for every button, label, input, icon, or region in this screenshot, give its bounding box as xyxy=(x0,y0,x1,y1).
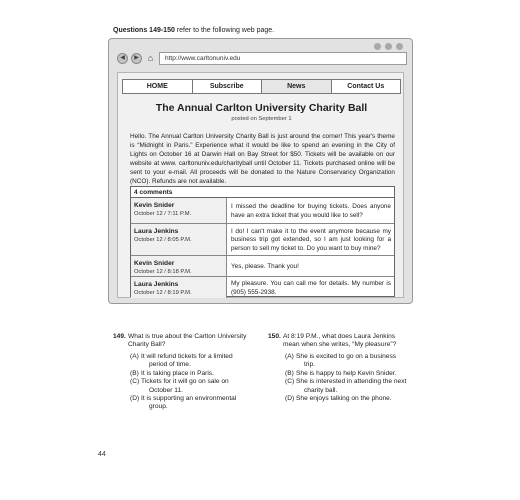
answer-options xyxy=(285,353,406,403)
answer-option-c[interactable] xyxy=(130,378,236,395)
answer-option-b[interactable] xyxy=(130,370,236,378)
comment-text: I do! I can't make it to the event anymore because my business trip got extended, so I am just looking for a person to sell my ticket to. Do you want to buy mine? xyxy=(231,227,391,252)
answer-option-c[interactable] xyxy=(285,378,406,395)
answer-option-d[interactable] xyxy=(285,395,406,403)
commenter-name: Kevin Snider xyxy=(134,202,175,209)
comment-date: October 12 / 8:19 P.M. xyxy=(134,290,192,296)
comment-row xyxy=(131,277,394,298)
article-body: Hello. The Annual Carlton University Charity Ball is just around the corner! This year's theme is “Midnight in Paris.” Experience what it would be like to spend an evening in the City of Lights on October 16 at Darwin Hall on Bay Street for $50. Tickets will be available on our website at www. carltonuniv.edu/charityball until October 11. Tickets purchased online will be sent to your e-mail. All proceeds will be donated to the Nature Conservancy Organization (NCO). Refunds are not available. xyxy=(130,133,395,185)
answer-option-a[interactable] xyxy=(285,353,406,370)
option-text: period of time. xyxy=(149,361,191,369)
option-text: She is happy to help Kevin Snider. xyxy=(296,369,397,377)
comment-date: October 12 / 8:18 P.M. xyxy=(134,269,192,275)
commenter-name: Laura Jenkins xyxy=(134,281,179,288)
article-title: The Annual Carlton University Charity Ball xyxy=(155,102,368,114)
option-text: It is taking place in Paris. xyxy=(141,369,214,377)
stem-line: mean when she writes, “My pleasure”? xyxy=(283,341,397,349)
comment-row xyxy=(131,224,394,256)
question-stem xyxy=(128,333,246,350)
option-text: She enjoys talking on the phone. xyxy=(296,395,392,403)
window-dot-icon[interactable] xyxy=(385,43,392,50)
page-number: 44 xyxy=(98,451,106,458)
answer-options xyxy=(130,353,236,412)
browser-window xyxy=(108,38,413,304)
posted-date: posted on September 1 xyxy=(231,116,292,122)
url-bar[interactable]: http://www.carltonuniv.edu xyxy=(159,52,407,65)
question-number: 149. xyxy=(113,333,126,340)
option-text: It will refund tickets for a limited xyxy=(141,353,233,360)
instructions xyxy=(113,27,274,34)
comments-count: 4 comments xyxy=(131,187,394,198)
option-label: (A) xyxy=(285,353,294,360)
window-dot-icon[interactable] xyxy=(374,43,381,50)
tab-home[interactable]: HOME xyxy=(123,80,193,93)
tab-news[interactable]: News xyxy=(262,80,332,93)
comments-section xyxy=(130,186,395,297)
option-label: (C) xyxy=(285,378,295,386)
answer-option-d[interactable] xyxy=(130,395,236,412)
comment-row xyxy=(131,198,394,224)
option-text: She is excited to go on a business xyxy=(296,353,397,360)
browser-navbar xyxy=(115,52,407,66)
home-icon[interactable]: ⌂ xyxy=(147,53,154,63)
option-text: charity ball. xyxy=(304,386,338,394)
comment-row xyxy=(131,256,394,277)
option-text: Tickets for it will go on sale on xyxy=(141,378,229,386)
comment-date: October 12 / 7:11 P.M. xyxy=(134,211,192,217)
option-label: (D) xyxy=(285,395,295,403)
instructions-text: refer to the following web page. xyxy=(176,27,275,34)
tab-subscribe[interactable]: Subscribe xyxy=(193,80,263,93)
back-arrow-icon[interactable]: ◀ xyxy=(117,53,128,64)
option-label: (A) xyxy=(130,353,139,360)
tab-contact-us[interactable]: Contact Us xyxy=(332,80,401,93)
commenter-name: Kevin Snider xyxy=(134,260,175,267)
option-label: (C) xyxy=(130,378,140,386)
comment-author xyxy=(131,198,227,223)
comment-text: I missed the deadline for buying tickets. Does anyone have an extra ticket that you would like to sell? xyxy=(231,203,391,219)
answer-option-b[interactable] xyxy=(285,370,406,378)
forward-arrow-icon[interactable]: ▶ xyxy=(131,53,142,64)
option-label: (D) xyxy=(130,395,140,403)
comment-text: My pleasure. You can call me for details. My number is (905) 555-2938. xyxy=(231,280,391,296)
question-range: Questions 149-150 xyxy=(113,27,175,34)
comment-author xyxy=(131,256,227,276)
comment-date: October 12 / 8:05 P.M. xyxy=(134,237,192,243)
window-dot-icon[interactable] xyxy=(396,43,403,50)
question-number: 150. xyxy=(268,333,281,340)
comment-author xyxy=(131,224,227,255)
question-stem xyxy=(283,333,396,350)
site-nav xyxy=(122,79,401,94)
option-label: (B) xyxy=(285,369,294,377)
web-page xyxy=(117,72,404,298)
answer-option-a[interactable] xyxy=(130,353,236,370)
comment-text: Yes, please. Thank you! xyxy=(231,262,299,270)
stem-line: At 8:19 P.M., what does Laura Jenkins xyxy=(283,333,396,340)
option-text: trip. xyxy=(304,361,315,369)
option-text: group. xyxy=(149,403,168,411)
option-text: She is interested in attending the next xyxy=(296,378,407,386)
commenter-name: Laura Jenkins xyxy=(134,228,179,235)
option-text: It is supporting an environmental xyxy=(141,395,237,403)
option-label: (B) xyxy=(130,369,139,377)
stem-line: What is true about the Carlton University xyxy=(128,333,247,340)
window-controls xyxy=(374,43,403,50)
comment-author xyxy=(131,277,227,298)
option-text: October 11. xyxy=(149,386,183,394)
stem-line: Charity Ball? xyxy=(128,341,166,349)
